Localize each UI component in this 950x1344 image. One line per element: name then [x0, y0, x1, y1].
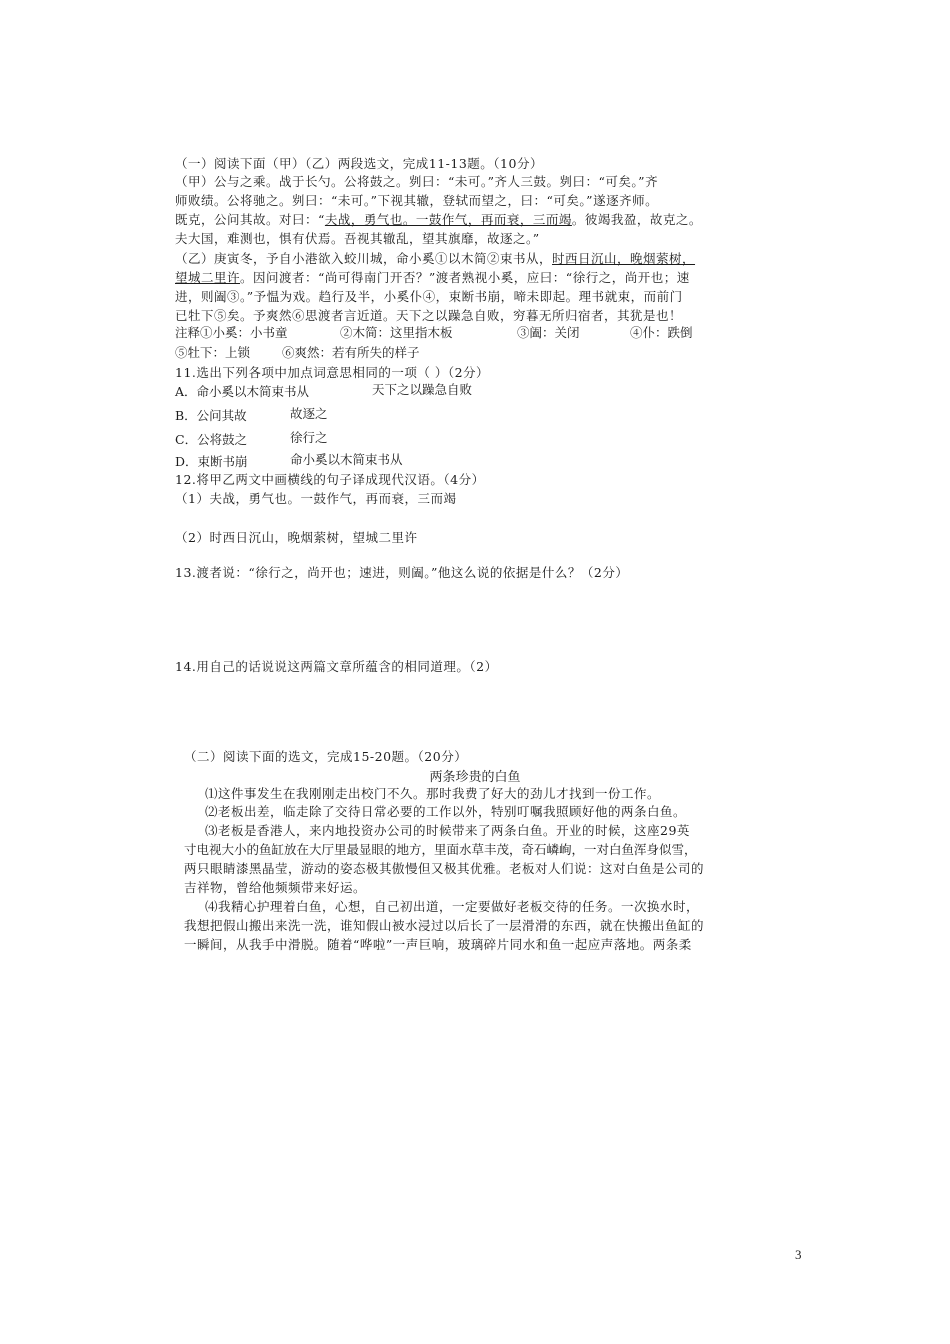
- underlined-sentence-2a: 时西日沉山，晚烟萦树，: [552, 251, 696, 266]
- q11-option-c: C．公将鼓之: [175, 432, 248, 447]
- jia-line-1: （甲）公与之乘。战于长勺。公将鼓之。刿曰：“未可。”齐人三鼓。刿曰：“可矣。”齐: [175, 174, 659, 189]
- q12-part-1: （1）夫战，勇气也。一鼓作气，再而衰，三而竭: [175, 491, 457, 506]
- q13: 13.渡者说：“徐行之，尚开也；速进，则阖。”他这么说的依据是什么？（2分）: [175, 565, 629, 580]
- q11-stem: 11.选出下列各项中加点词意思相同的一项（ ）（2分）: [175, 365, 490, 380]
- jia-line-2: 师败绩。公将驰之。刿曰：“未可。”下视其辙，登轼而望之，曰：“可矣。”遂逐齐师。: [175, 193, 659, 208]
- q11-option-d-pair: 命小奚以木简束书从: [290, 452, 403, 467]
- article-paragraph-1: ⑴这件事发生在我刚刚走出校门不久。那时我费了好大的劲儿才找到一份工作。: [205, 786, 661, 801]
- q11-option-d: D．束断书崩: [175, 454, 248, 469]
- article-paragraph-3-line-1: ⑶老板是香港人，来内地投资办公司的时候带来了两条白鱼。开业的时候，这座29英: [205, 823, 690, 838]
- underlined-sentence-2b: 望城二里许: [175, 270, 241, 285]
- note-2: ②木简：这里指木板: [340, 325, 453, 340]
- underlined-sentence-1: 夫战，勇气也。一鼓作气，再而衰，三而竭: [324, 212, 572, 227]
- q11-option-b-pair: 故逐之: [290, 406, 328, 421]
- yi-line-3: 进，则阖③。”予愠为戏。趋行及半，小奚仆④，束断书崩，啼未即起。理书就束，而前门: [175, 289, 683, 304]
- article-title: 两条珍贵的白鱼: [429, 770, 521, 785]
- section2-heading: （二）阅读下面的选文，完成15-20题。（20分）: [184, 749, 468, 764]
- q14: 14.用自己的话说说这两篇文章所蕴含的相同道理。（2）: [175, 659, 498, 674]
- q12-stem: 12.将甲乙两文中画横线的句子译成现代汉语。（4分）: [175, 472, 485, 487]
- q11-option-a: A．命小奚以木简束书从: [175, 384, 310, 399]
- yi-line-4: 已牡下⑤矣。予爽然⑥思渡者言近道。天下之以躁急自败，穷暮无所归宿者，其犹是也！: [175, 308, 683, 323]
- note-5: ⑤牡下：上锁: [175, 345, 251, 360]
- note-6: ⑥爽然：若有所失的样子: [282, 345, 420, 360]
- section1-heading: （一）阅读下面（甲）（乙）两段选文，完成11-13题。（10分）: [175, 156, 543, 171]
- jia-line-4: 夫大国，难测也，惧有伏焉。吾视其辙乱，望其旗靡，故逐之。”: [175, 231, 540, 246]
- article-paragraph-4-line-3: 一瞬间，从我手中滑脱。随着“哗啦”一声巨响，玻璃碎片同水和鱼一起应声落地。两条柔: [184, 937, 692, 952]
- note-1: 注释①小奚：小书童: [175, 325, 288, 340]
- q11-option-c-pair: 徐行之: [290, 430, 328, 445]
- article-paragraph-4-line-2: 我想把假山搬出来洗一洗，谁知假山被水浸过以后长了一层滑滑的东西，就在快搬出鱼缸的: [184, 918, 705, 933]
- article-paragraph-2: ⑵老板出差，临走除了交待日常必要的工作以外，特别叮嘱我照顾好他的两条白鱼。: [205, 804, 687, 819]
- page-number: 3: [795, 1247, 802, 1262]
- article-paragraph-3-line-4: 吉祥物，曾给他频频带来好运。: [184, 880, 367, 895]
- note-3: ③阖：关闭: [517, 325, 580, 340]
- jia-line-3: 既克，公问其故。对曰：“夫战，勇气也。一鼓作气，再而衰，三而竭。彼竭我盈，故克之。: [175, 212, 702, 227]
- q12-part-2: （2）时西日沉山，晚烟萦树，望城二里许: [175, 530, 418, 545]
- yi-line-2: 望城二里许。因问渡者：“尚可得南门开否？”渡者熟视小奚，应曰：“徐行之，尚开也；速: [175, 270, 690, 285]
- q11-option-a-pair: 天下之以躁急自败: [372, 382, 473, 397]
- yi-line-1: （乙）庚寅冬，予自小港欲入蛟川城，命小奚①以木简②束书从，时西日沉山，晚烟萦树，: [175, 251, 696, 266]
- q11-option-b: B．公问其故: [175, 408, 247, 423]
- article-paragraph-4-line-1: ⑷我精心护理着白鱼，心想，自己初出道，一定要做好老板交待的任务。一次换水时，: [205, 899, 700, 914]
- article-paragraph-3-line-2: 寸电视大小的鱼缸放在大厅里最显眼的地方，里面水草丰茂，奇石嶙峋，一对白鱼浑身似雪，: [184, 842, 697, 857]
- note-4: ④仆：跌倒: [630, 325, 693, 340]
- article-paragraph-3-line-3: 两只眼睛漆黑晶莹，游动的姿态极其傲慢但又极其优雅。老板对人们说：这对白鱼是公司的: [184, 861, 705, 876]
